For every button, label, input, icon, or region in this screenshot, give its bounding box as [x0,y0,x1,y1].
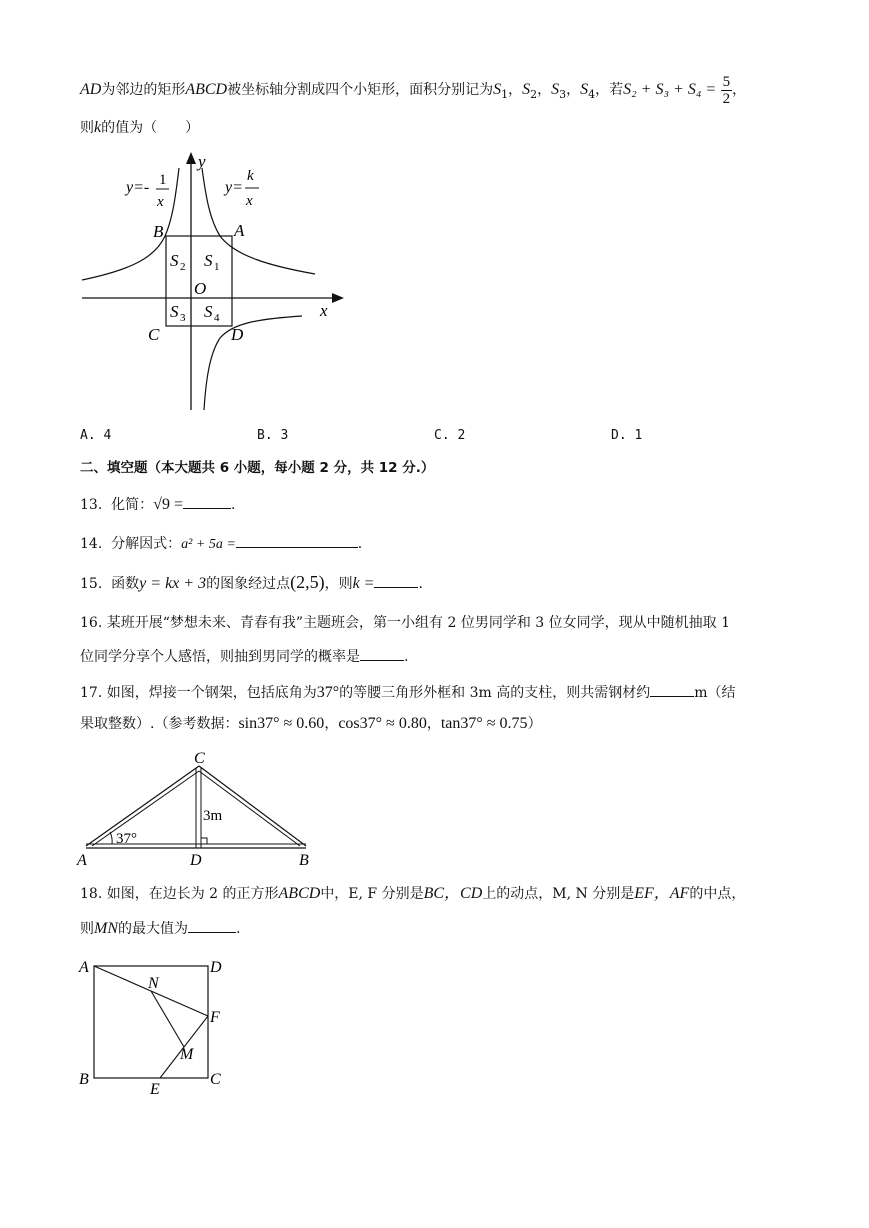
q17-line1: 17. 如图，焊接一个钢架，包括底角为37°的等腰三角形外框和 3m 高的支柱，则共需钢材约 m（结 [80,684,736,701]
q18-answer-blank[interactable] [188,918,236,933]
q16-line1: 16. 某班开展“梦想未来、青春有我”主题班会，第一小组有 2 位男同学和 3 位女同学，现从中随机抽取 1 [80,615,730,631]
q13: 13. 化简：√9 = . [80,496,236,513]
svg-text:2: 2 [180,261,186,273]
midpoint-M: M [180,1046,194,1063]
area-sum-expr: S₂ + S₃ + S₄ = [623,81,717,98]
left-curve-den: x [157,194,164,210]
q13-expr: √9 = [153,496,183,513]
q12-line2: 则k的值为（ ） [80,119,200,136]
section-heading-fill-in: 二、填空题（本大题共 6 小题，每小题 2 分，共 12 分.） [80,460,435,476]
q18-line2: 则MN的最大值为 . [80,920,241,937]
q12-hyperbola-figure [70,148,360,418]
q15: 15. 函数y = kx + 3的图象经过点(2,5)，则k = . [80,572,423,592]
option-c[interactable]: C. 2 [434,428,466,443]
square-point-D: D [210,959,222,976]
point-E: E [150,1081,160,1098]
square-point-B: B [79,1071,89,1088]
area-S2: S [170,251,179,270]
truss-point-B: B [299,852,309,869]
svg-text:4: 4 [214,312,220,324]
left-curve-lhs: y=- [126,179,150,196]
q16-answer-blank[interactable] [360,646,404,661]
area-S4: S [204,302,213,321]
q17-line2: 果取整数）.（参考数据：sin37° ≈ 0.60，cos37° ≈ 0.80，tan37° ≈ 0.75） [80,715,542,732]
truss-point-D: D [190,852,202,869]
y-axis-label: y [198,152,206,171]
option-a[interactable]: A. 4 [80,428,112,443]
q15-expr: y = kx + 3 [139,575,207,592]
svg-text:1: 1 [214,261,220,273]
fraction-5-2: $\frac{5}{2}$ [722,73,731,107]
q15-point: (2,5) [290,572,325,592]
q14: 14. 分解因式：a² + 5a = . [80,533,362,555]
q17-truss-figure [74,748,324,870]
svg-text:3: 3 [180,312,186,324]
area-S1: S [204,251,213,270]
point-F: F [210,1009,220,1026]
area-S3: S [170,302,179,321]
q16-line2: 位同学分享个人感悟，则抽到男同学的概率是 . [80,646,408,667]
q13-answer-blank[interactable] [183,494,231,509]
truss-point-A: A [77,852,87,869]
midpoint-N: N [148,975,159,992]
q17-answer-blank[interactable] [650,682,694,697]
q14-answer-blank[interactable] [236,533,358,548]
point-D: D [231,325,244,344]
square-point-C: C [210,1071,221,1088]
q14-expr: a² + 5a = [181,537,236,552]
x-axis-label: x [320,301,328,320]
option-d[interactable]: D. 1 [611,428,643,443]
truss-angle-label: 37° [116,831,137,847]
q18-line1: 18. 如图，在边长为 2 的正方形ABCD中，E, F 分别是BC，CD上的动点，M, N 分别是EF，AF的中点， [80,885,746,902]
point-A: A [234,221,245,240]
point-B: B [153,222,164,241]
q12-line1: AD为邻边的矩形ABCD被坐标轴分割成四个小矩形，面积分别记为$S_1$，$S_2$，$S_3$，$S_4$，若S₂ + S₃ + S₄ = $\frac{5}{2}$ ， [80,73,747,107]
point-C: C [148,325,160,344]
right-curve-den: x [246,193,253,209]
right-curve-lhs: y= [225,179,243,196]
q15-answer-blank[interactable] [374,573,418,588]
left-curve-num: 1 [159,172,167,188]
origin-label: O [194,279,207,298]
option-b[interactable]: B. 3 [257,428,289,443]
square-point-A: A [79,959,89,976]
right-curve-num: k [247,168,254,184]
truss-point-C: C [194,750,205,767]
q18-square-figure [74,952,244,1098]
truss-height-label: 3m [203,808,223,824]
